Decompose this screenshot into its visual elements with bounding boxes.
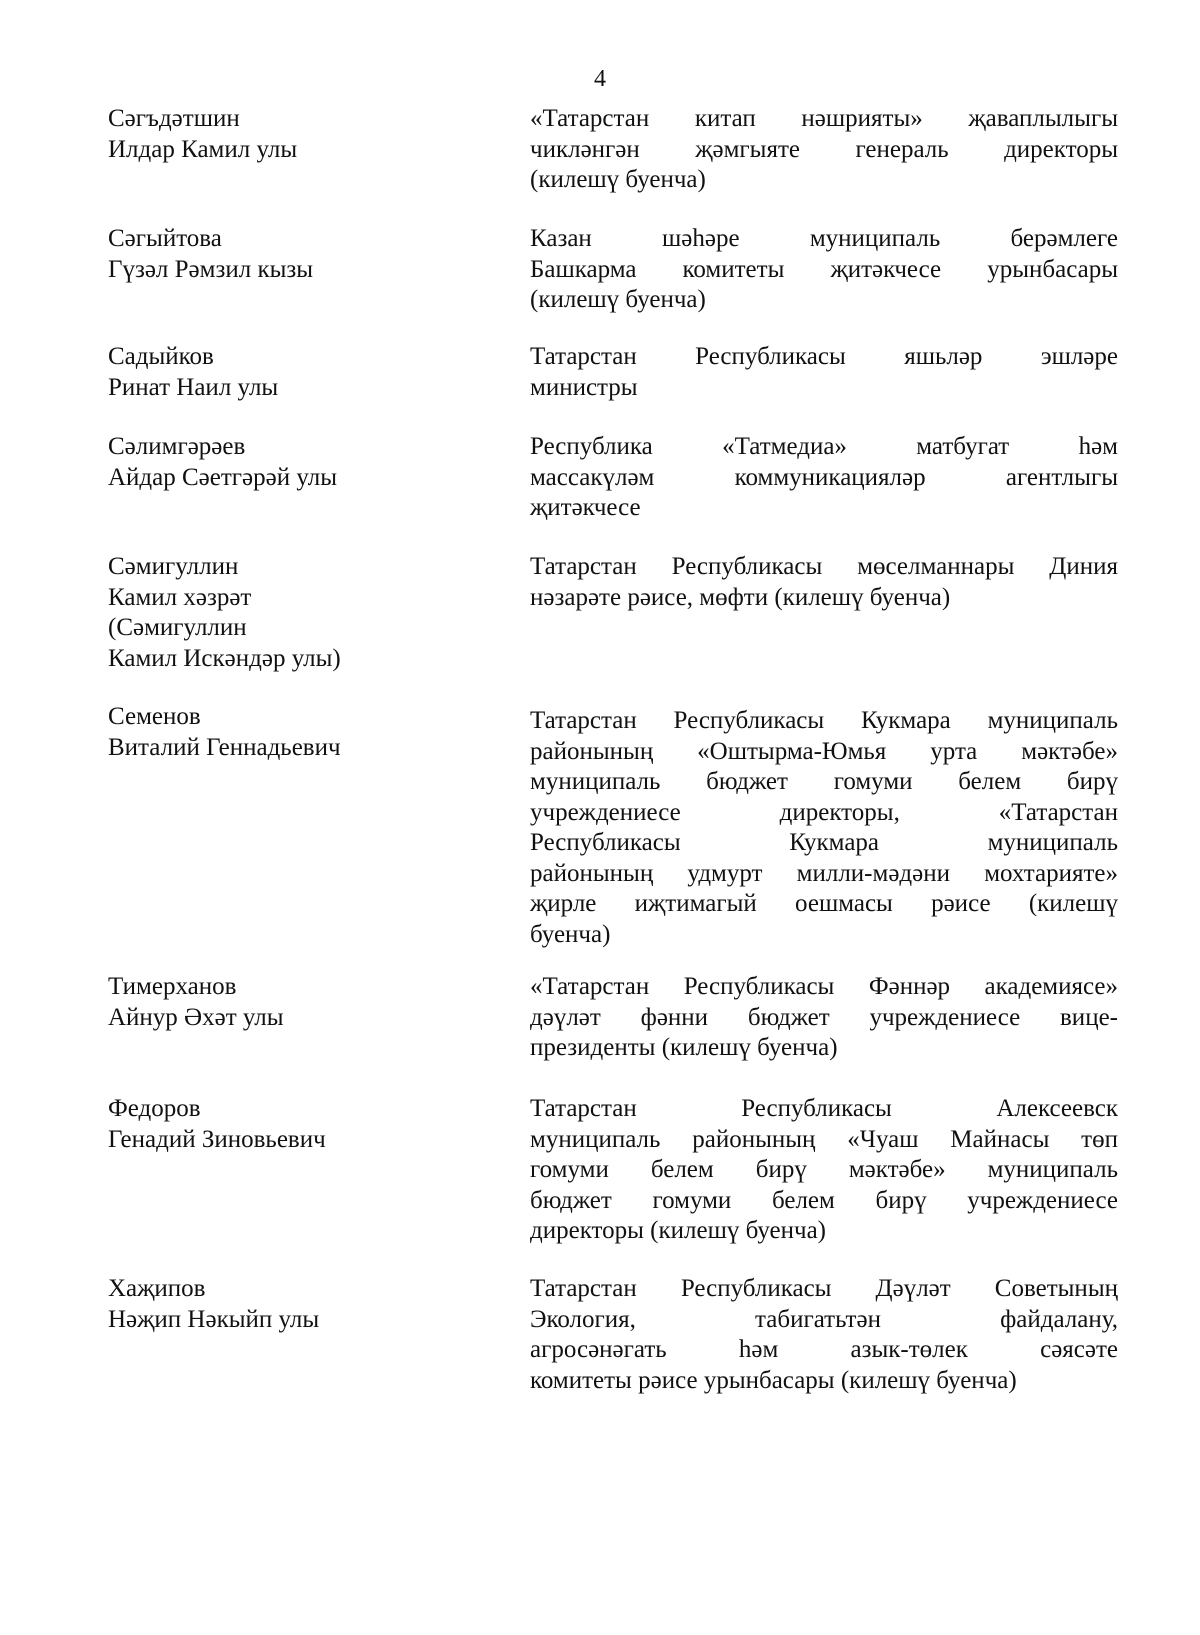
member-position-line: районының «Оштырма-Юмья урта мәктәбе»: [530, 737, 1118, 765]
page-number: 4: [594, 66, 606, 92]
member-name: [108, 972, 488, 1033]
member-position-line: муниципаль бюджет гомуми белем бирү: [530, 768, 1118, 795]
member-name: [108, 342, 488, 403]
member-name: [108, 1274, 488, 1335]
member-name-line: Виталий Геннадьевич: [108, 733, 341, 761]
member-name-line: Садыйков: [108, 343, 214, 370]
member-position-line: директоры (килешү буенча): [530, 1217, 826, 1244]
member-name-line: Сәмигуллин: [108, 553, 239, 580]
member-name-line: Федоров: [108, 1095, 201, 1122]
member-position-line: учреждениесе директоры, «Татарстан: [530, 798, 1118, 826]
member-name-line: Илдар Камил улы: [108, 135, 298, 163]
member-position-line: районының удмурт милли-мәдәни мохтарияте»: [530, 859, 1118, 887]
member-position-line: Татарстан Республикасы Алексеевск: [530, 1095, 1118, 1122]
member-position-line: нәзарәте рәисе, мөфти (килешү буенча): [530, 583, 951, 611]
member-position-line: Экология, табигатьтән файдалану,: [530, 1305, 1118, 1333]
member-name-line: Тимерханов: [108, 973, 237, 1000]
member-position-line: Башкарма комитеты җитәкчесе урынбасары: [530, 255, 1118, 283]
member-name-line: Ринат Наил улы: [108, 373, 279, 401]
member-name-line: (Сәмигуллин: [108, 614, 247, 641]
member-position-line: җирле иҗтимагый оешмасы рәисе (килешү: [530, 890, 1118, 917]
member-position-line: «Татарстан Республикасы Фәннәр академиясе»: [530, 973, 1118, 1000]
member-name: [108, 1094, 488, 1155]
member-position: [530, 706, 1118, 950]
member-position-line: «Татарстан китап нәшрияты» җаваплылыгы: [530, 105, 1118, 132]
member-position-line: массакүләм коммуникацияләр агентлыгы: [530, 463, 1118, 491]
member-position-line: гомуми белем бирү мәктәбе» муниципаль: [530, 1156, 1118, 1183]
member-position-line: буенча): [530, 920, 611, 948]
member-position-line: Республикасы Кукмара муниципаль: [530, 829, 1118, 856]
member-position-line: Татарстан Республикасы Кукмара муниципаль: [530, 707, 1118, 734]
member-name: [108, 432, 488, 493]
member-position: [530, 972, 1118, 1064]
member-position-line: (килешү буенча): [530, 286, 706, 313]
member-position: [530, 342, 1118, 403]
member-name-line: Сәгъдәтшин: [108, 105, 240, 132]
member-position-line: Республика «Татмедиа» матбугат һәм: [530, 433, 1118, 460]
member-name: [108, 552, 488, 674]
member-name-line: Генадий Зиновьевич: [108, 1125, 326, 1153]
member-position-line: министры: [530, 373, 638, 401]
member-name-line: Семенов: [108, 703, 201, 730]
member-position: [530, 432, 1118, 524]
member-name: [108, 104, 488, 165]
member-position-line: агросәнәгать һәм азык-төлек сәясәте: [530, 1336, 1118, 1363]
member-position-line: Татарстан Республикасы яшьләр эшләре: [530, 343, 1118, 370]
member-position-line: президенты (килешү буенча): [530, 1034, 838, 1061]
member-position: [530, 552, 1118, 613]
member-name-line: Камил хәзрәт: [108, 583, 252, 611]
member-name-line: Айдар Сәетгәрәй улы: [108, 463, 338, 491]
member-position-line: бюджет гомуми белем бирү учреждениесе: [530, 1186, 1118, 1214]
member-name-line: Камил Искәндәр улы): [108, 644, 341, 672]
member-name-line: Нәҗип Нәкыйп улы: [108, 1305, 320, 1333]
member-position-line: (килешү буенча): [530, 166, 706, 193]
member-position-line: Татарстан Республикасы Дәүләт Советының: [530, 1275, 1118, 1302]
member-name-line: Сәгыйтова: [108, 225, 222, 252]
member-position-line: чикләнгән җәмгыяте генераль директоры: [530, 135, 1118, 163]
member-position-line: муниципаль районының «Чуаш Майнасы төп: [530, 1125, 1118, 1153]
member-position: [530, 224, 1118, 316]
member-name: [108, 702, 488, 763]
member-position: [530, 1094, 1118, 1247]
member-name-line: Гүзәл Рәмзил кызы: [108, 255, 314, 283]
member-position-line: җитәкчесе: [530, 494, 641, 521]
member-position-line: комитеты рәисе урынбасары (килешү буенча): [530, 1366, 1017, 1394]
member-position: [530, 104, 1118, 196]
member-position: [530, 1274, 1118, 1396]
member-name-line: Хаҗипов: [108, 1275, 206, 1302]
member-name: [108, 224, 488, 285]
member-position-line: Казан шәһәре муниципаль берәмлеге: [530, 225, 1118, 252]
member-name-line: Айнур Әхәт улы: [108, 1003, 284, 1031]
member-name-line: Сәлимгәрәев: [108, 433, 246, 460]
member-position-line: дәүләт фәнни бюджет учреждениесе вице-: [530, 1003, 1118, 1031]
member-position-line: Татарстан Республикасы мөселманнары Диния: [530, 553, 1118, 580]
